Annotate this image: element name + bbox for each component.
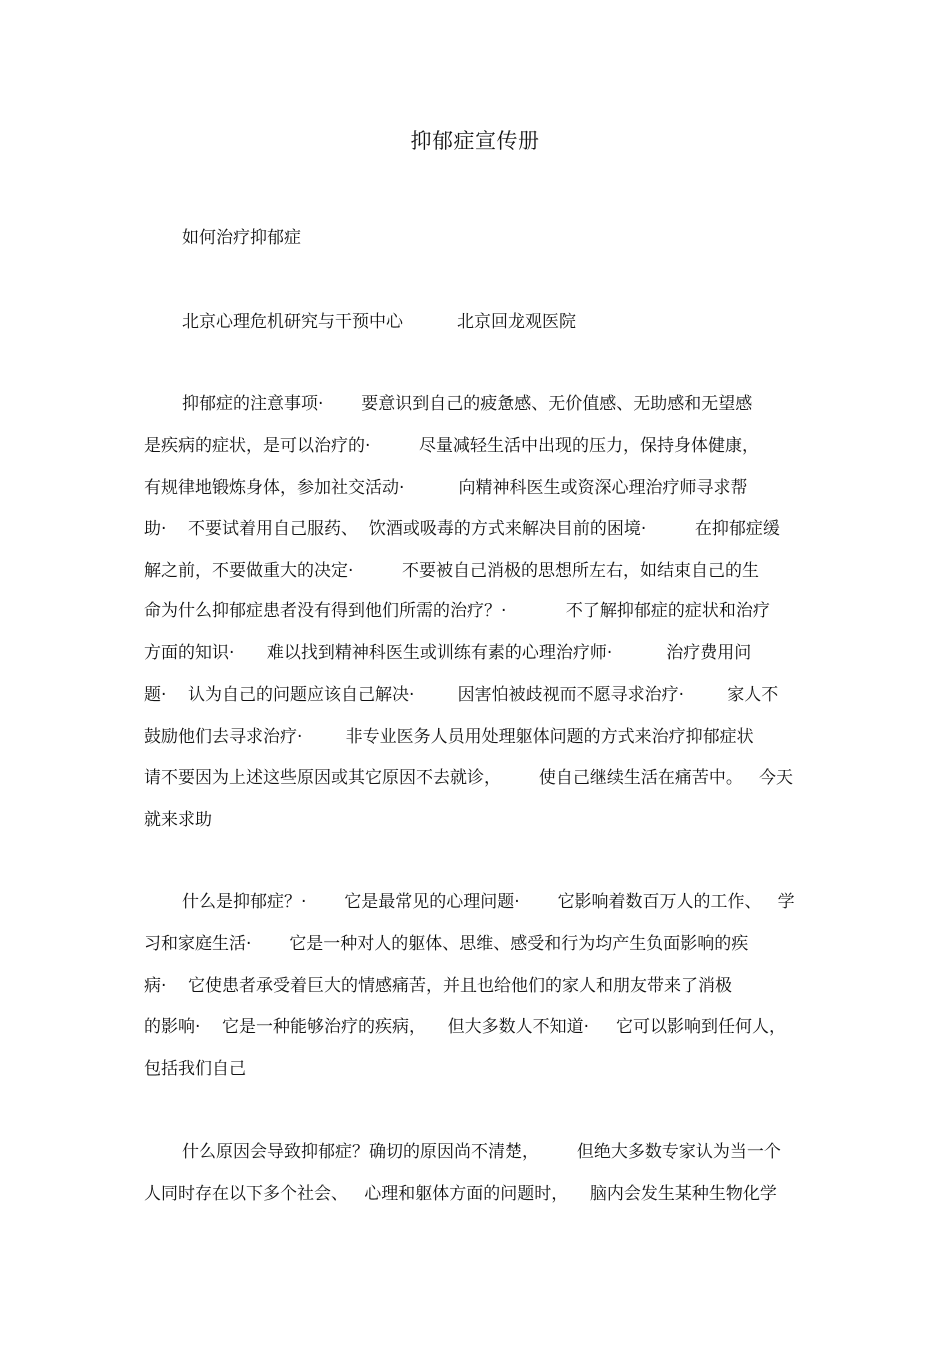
paragraph-line: 病· 它使患者承受着巨大的情感痛苦，并且也给他们的家人和朋友带来了消极: [144, 976, 733, 996]
organizations-line: 北京心理危机研究与干预中心 北京回龙观医院: [182, 312, 577, 332]
paragraph-line: 包括我们自己: [144, 1059, 246, 1079]
paragraph-line: 鼓励他们去寻求治疗· 非专业医务人员用处理躯体问题的方式来治疗抑郁症状: [144, 727, 754, 747]
paragraph-line: 命为什么抑郁症患者没有得到他们所需的治疗？· 不了解抑郁症的症状和治疗: [144, 601, 770, 621]
paragraph-line: 助· 不要试着用自己服药、 饮酒或吸毒的方式来解决目前的困境· 在抑郁症缓: [144, 519, 780, 539]
paragraph-line: 人同时存在以下多个社会、 心理和躯体方面的问题时， 脑内会发生某种生物化学: [144, 1184, 777, 1204]
paragraph-line: 题· 认为自己的问题应该自己解决· 因害怕被歧视而不愿寻求治疗· 家人不: [144, 685, 779, 705]
paragraph-line: 的影响· 它是一种能够治疗的疾病， 但大多数人不知道· 它可以影响到任何人，: [144, 1017, 787, 1037]
paragraph-line: 方面的知识· 难以找到精神科医生或训练有素的心理治疗师· 治疗费用问: [144, 643, 752, 663]
paragraph-line: 什么原因会导致抑郁症？确切的原因尚不清楚， 但绝大多数专家认为当一个: [182, 1142, 781, 1162]
paragraph-line: 抑郁症的注意事项· 要意识到自己的疲惫感、无价值感、无助感和无望感: [182, 394, 753, 414]
section-heading: 如何治疗抑郁症: [182, 228, 301, 248]
paragraph-line: 什么是抑郁症？· 它是最常见的心理问题· 它影响着数百万人的工作、 学: [182, 892, 795, 912]
paragraph-line: 请不要因为上述这些原因或其它原因不去就诊， 使自己继续生活在痛苦中。 今天: [144, 768, 794, 788]
paragraph-line: 有规律地锻炼身体，参加社交活动· 向精神科医生或资深心理治疗师寻求帮: [144, 478, 748, 498]
document-title: 抑郁症宣传册: [410, 129, 540, 153]
paragraph-line: 习和家庭生活· 它是一种对人的躯体、思维、感受和行为均产生负面影响的疾: [144, 934, 749, 954]
paragraph-line: 解之前，不要做重大的决定· 不要被自己消极的思想所左右，如结束自己的生: [144, 561, 760, 581]
paragraph-line: 就来求助: [144, 810, 212, 830]
paragraph-line: 是疾病的症状，是可以治疗的· 尽量减轻生活中出现的压力，保持身体健康，: [144, 436, 760, 456]
